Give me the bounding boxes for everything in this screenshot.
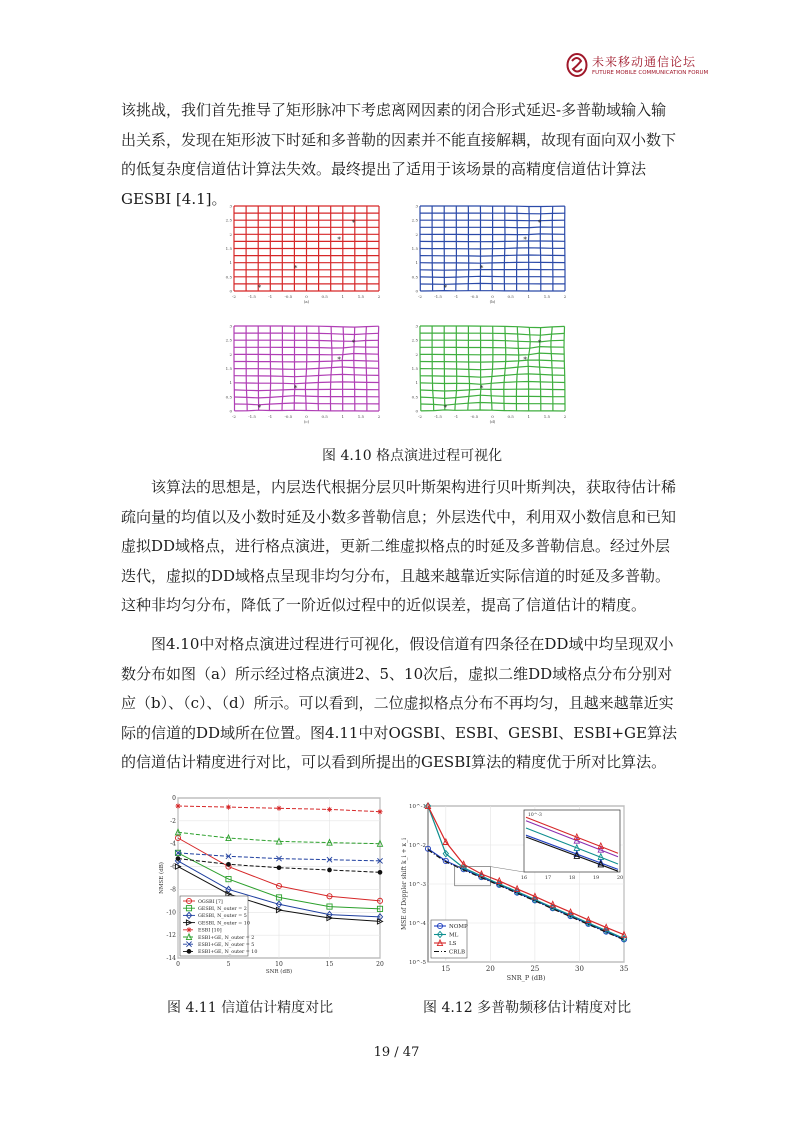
figure-4-12-caption: 图 4.12 多普勒频移估计精度对比 [423, 1000, 632, 1016]
inset-x-tick: 20 [616, 875, 624, 881]
y-tick-label: 1.5 [411, 246, 418, 251]
x-tick-label: 15 [325, 961, 334, 968]
x-tick-label: -0.5 [284, 294, 293, 299]
x-tick-label: 2 [563, 294, 567, 299]
grid-line-h [420, 340, 564, 342]
grid-line-h [420, 206, 565, 207]
path-marker: * [443, 404, 448, 413]
grid-line-v [366, 327, 367, 411]
x-tick-label: 0 [305, 294, 308, 299]
grid-line-h [421, 395, 565, 398]
grid-line-h [420, 347, 564, 349]
y-tick-label: -10 [166, 909, 176, 917]
grid-line-h [234, 396, 379, 398]
x-axis-label: SNR (dB) [265, 969, 293, 975]
grid-line-v [468, 326, 470, 410]
x-tick-label: -2 [418, 294, 422, 299]
grid-line-h [420, 213, 565, 214]
forum-logo-icon [566, 52, 588, 78]
y-tick-label: 0 [229, 408, 232, 414]
x-tick-label: 1.5 [357, 294, 365, 299]
grid-line-v [551, 327, 553, 411]
y-tick-label: -2 [170, 817, 176, 825]
grid-line-h [420, 220, 565, 221]
y-tick-label: 2 [415, 351, 418, 357]
x-tick-label: 2 [377, 294, 381, 299]
x-tick-label: 35 [619, 965, 629, 973]
x-tick-label: -1.5 [248, 294, 256, 299]
path-marker: * [523, 356, 527, 364]
data-point [327, 868, 332, 873]
legend-label: ESBI+GE, N_outer = 5 [198, 943, 255, 948]
panel-label: (b) [489, 299, 496, 304]
legend-label: NOMP [449, 924, 468, 930]
y-tick-label: 3 [229, 323, 232, 329]
legend-label: ESBI+GE, N_outer = 2 [198, 935, 255, 941]
y-tick-label: 1.5 [411, 366, 418, 371]
data-point [327, 807, 332, 812]
x-tick-label: 10 [275, 961, 283, 968]
legend-label: GESBI, N_outer = 2 [198, 907, 247, 912]
legend-label: OGSBI [7] [198, 899, 223, 905]
path-marker: * [257, 404, 262, 413]
grid-line-h [420, 234, 565, 235]
x-tick-label: 20 [485, 965, 495, 973]
x-tick-label: -1.5 [434, 414, 442, 419]
path-marker: * [293, 264, 298, 273]
grid-panel-2 [226, 324, 381, 425]
grid-line-v [305, 326, 306, 410]
grid-line-h [420, 283, 565, 284]
legend-label: GESBI, N_outer = 5 [198, 914, 247, 920]
y-tick-label: 1 [415, 380, 418, 386]
y-tick-label: 10^-1 [409, 804, 426, 810]
grid-line-h [235, 403, 380, 405]
y-tick-label: 2 [229, 231, 232, 237]
path-marker: * [479, 384, 484, 393]
legend-label: ESBI [10] [198, 928, 222, 934]
legend-label: ML [449, 932, 459, 939]
data-point [226, 805, 231, 810]
x-tick-label: 25 [530, 965, 540, 973]
x-tick-label: 0 [491, 294, 494, 299]
path-marker: * [293, 384, 298, 393]
y-tick-label: 2.5 [225, 337, 232, 343]
y-tick-label: 3 [415, 203, 418, 209]
grid-line-h [420, 270, 565, 271]
paragraph-3: 图4.10中对格点演进过程进行可视化，假设信道有四条径在DD域中均呈现双小数分布如图（a）所示经过格点演进2、5、10次后，虚拟二维DD域格点分布分别对应（b）、（c）、（d）所示。可以看到，二位虚拟格点分布不再均匀，且越来越靠近实际的信道的DD域所在位置。图4.11中对OGSBI、ESBI、GESBI、ESBI+GE算法的信道估计精度进行对比，可以看到所提出的GESBI算法的精度优于所对比算法。 [121, 635, 677, 771]
data-point [176, 856, 181, 861]
x-tick-label: 0.5 [321, 294, 328, 299]
paragraph-1: 该挑战，我们首先推导了矩形脉冲下考虑离网因素的闭合形式延迟-多普勒域输入输出关系，发现在矩形波下时延和多普勒的因素并不能直接解耦，故现有面向双小数下的低复杂度信道估计算法失效。最终提出了适用于该场景的高精度信道估计算法GESBI [4.1]。 [121, 101, 677, 208]
x-tick-label: 1.5 [543, 294, 551, 299]
data-point [226, 862, 231, 867]
y-tick-label: 0 [415, 408, 418, 414]
y-tick-label: 1 [229, 260, 232, 266]
y-tick-label: 0.5 [225, 394, 232, 400]
y-tick-label: 2 [415, 231, 418, 237]
x-tick-label: -1.5 [248, 414, 256, 419]
grid-line-v [342, 327, 344, 411]
grid-line-h [420, 241, 565, 242]
grid-line-h [420, 227, 565, 228]
y-tick-label: 3 [415, 323, 418, 329]
figure-4-10-caption: 图 4.10 格点演进过程可视化 [322, 448, 503, 464]
x-tick-label: -2 [232, 414, 236, 419]
y-tick-label: 10^-3 [409, 882, 426, 888]
panel-label: (a) [303, 299, 310, 304]
path-marker: * [537, 219, 542, 227]
inset-x-tick: 18 [568, 875, 576, 881]
data-point [377, 809, 382, 814]
y-tick-label: -4 [170, 840, 176, 848]
y-tick-label: 0.5 [411, 394, 418, 400]
y-tick-label: 3 [229, 203, 232, 209]
y-tick-label: 2 [229, 351, 232, 357]
inset-y-tick: 10^-3 [528, 813, 542, 818]
grid-line-h [235, 410, 380, 411]
grid-line-h [234, 347, 378, 348]
path-marker: * [257, 284, 262, 293]
grid-panel-1 [412, 204, 567, 305]
grid-panel-3 [412, 324, 567, 425]
x-tick-label: 1.5 [543, 414, 551, 419]
x-tick-label: 1.5 [357, 414, 365, 419]
grid-line-v [480, 326, 481, 410]
legend-marker [187, 949, 192, 954]
legend-label: LS [449, 941, 457, 947]
grid-line-v [444, 326, 445, 410]
path-marker: * [443, 284, 448, 293]
x-tick-label: 0 [176, 961, 180, 968]
y-tick-label: 0 [415, 288, 418, 294]
y-tick-label: 10^-4 [409, 921, 426, 927]
grid-line-v [491, 326, 493, 410]
y-tick-label: 2.5 [225, 217, 232, 223]
data-point [378, 870, 383, 875]
path-marker: * [337, 356, 341, 364]
grid-line-h [420, 262, 565, 263]
x-tick-label: 15 [441, 965, 451, 973]
x-tick-label: -1.5 [434, 294, 442, 299]
figure-4-12-chart [398, 800, 638, 990]
x-tick-label: 5 [226, 961, 231, 968]
paragraph-2: 该算法的思想是，内层迭代根据分层贝叶斯架构进行贝叶斯判决，获取待估计稀疏向量的均值以及小数时延及小数多普勒信息；外层迭代中，利用双小数信息和已知虚拟DD域格点，进行格点演进，更新二维虚拟格点的时延及多普勒信息。经过外层迭代，虚拟的DD域格点呈现非均匀分布，且越来越靠近实际信道的时延及多普勒。这种非均匀分布，降低了一阶近似过程中的近似误差，提高了信道估计的精度。 [121, 478, 677, 614]
grid-line-h [420, 382, 565, 385]
inset-x-tick: 16 [520, 875, 528, 881]
grid-line-h [234, 389, 379, 390]
x-tick-label: 2 [563, 414, 567, 419]
page-number: 19 / 47 [373, 1045, 420, 1060]
path-marker: * [351, 219, 356, 227]
grid-line-v [331, 327, 333, 411]
x-tick-label: -1 [268, 294, 273, 299]
grid-line-v [282, 326, 283, 411]
x-axis-label: SNR_P (dB) [506, 974, 546, 982]
grid-line-h [421, 403, 565, 406]
y-tick-label: 2.5 [411, 217, 418, 223]
path-marker: * [523, 236, 527, 244]
y-tick-label: 2.5 [411, 337, 418, 343]
legend-label: GESBI, N_outer = 10 [198, 921, 250, 927]
x-tick-label: 0.5 [507, 294, 514, 299]
y-tick-label: 0.5 [411, 274, 418, 280]
inset-frame [524, 810, 620, 872]
grid-panel-0 [226, 204, 381, 305]
y-tick-label: -8 [170, 886, 176, 894]
x-tick-label: 1 [527, 414, 531, 419]
x-tick-label: 20 [376, 961, 384, 968]
y-tick-label: 0.5 [225, 274, 232, 280]
x-tick-label: -2 [418, 414, 422, 419]
x-tick-label: -1 [268, 414, 273, 419]
grid-line-h [234, 382, 379, 384]
logo-text-cn: 未来移动通信论坛 [592, 55, 697, 69]
inset-x-tick: 17 [544, 875, 552, 881]
figure-4-10 [222, 200, 582, 435]
panel-label: (d) [489, 419, 496, 424]
grid-line-h [420, 353, 564, 355]
y-tick-label: 0 [229, 288, 232, 294]
y-axis-label: MSE of Doppler shift k_i + κ_i [401, 837, 408, 931]
panel-label: (c) [303, 419, 310, 424]
legend-label: CRLB [449, 949, 466, 956]
path-marker: * [479, 264, 484, 273]
y-tick-label: -6 [170, 863, 176, 871]
x-tick-label: 0.5 [507, 414, 514, 419]
y-tick-label: 1 [229, 380, 232, 386]
grid-line-v [294, 326, 295, 410]
x-tick-label: -1 [454, 414, 459, 419]
y-tick-label: 0 [172, 795, 176, 802]
grid-line-h [420, 360, 564, 362]
x-tick-label: 30 [574, 965, 584, 973]
y-tick-label: 1.5 [225, 366, 232, 371]
y-tick-label: -12 [166, 932, 176, 940]
path-marker: * [337, 236, 341, 244]
x-tick-label: -1 [454, 294, 459, 299]
legend-label: ESBI+GE, N_outer = 10 [198, 950, 258, 956]
x-tick-label: 1 [341, 414, 345, 419]
logo-text-en: FUTURE MOBILE COMMUNICATION FORUM [592, 70, 709, 76]
grid-line-h [421, 410, 565, 411]
grid-line-v [529, 207, 530, 292]
y-tick-label: 1 [415, 260, 418, 266]
path-marker: * [537, 339, 542, 347]
x-tick-label: -2 [232, 294, 236, 299]
x-tick-label: 1 [527, 294, 531, 299]
inset-x-tick: 19 [592, 875, 600, 881]
forum-logo [566, 52, 726, 82]
x-tick-label: 1 [341, 294, 345, 299]
x-tick-label: -0.5 [470, 414, 479, 419]
y-tick-label: 1.5 [225, 246, 232, 251]
y-tick-label: -14 [166, 955, 176, 962]
grid-line-h [420, 333, 564, 335]
figure-4-11-chart [158, 792, 393, 977]
x-tick-label: 2 [377, 414, 381, 419]
path-marker: * [351, 339, 356, 347]
grid-line-v [528, 327, 530, 411]
grid-line-v [516, 327, 518, 411]
x-tick-label: 0 [491, 414, 494, 419]
grid-line-h [420, 389, 565, 391]
x-tick-label: -0.5 [470, 294, 479, 299]
y-tick-label: 10^-5 [409, 960, 426, 966]
y-axis-label: NMSE (dB) [159, 862, 165, 894]
x-tick-label: -0.5 [284, 414, 293, 419]
figure-4-11-caption: 图 4.11 信道估计精度对比 [167, 1000, 334, 1016]
data-point [277, 865, 282, 870]
x-tick-label: 0 [305, 414, 308, 419]
x-tick-label: 0.5 [321, 414, 328, 419]
y-tick-label: 10^-2 [409, 843, 426, 849]
